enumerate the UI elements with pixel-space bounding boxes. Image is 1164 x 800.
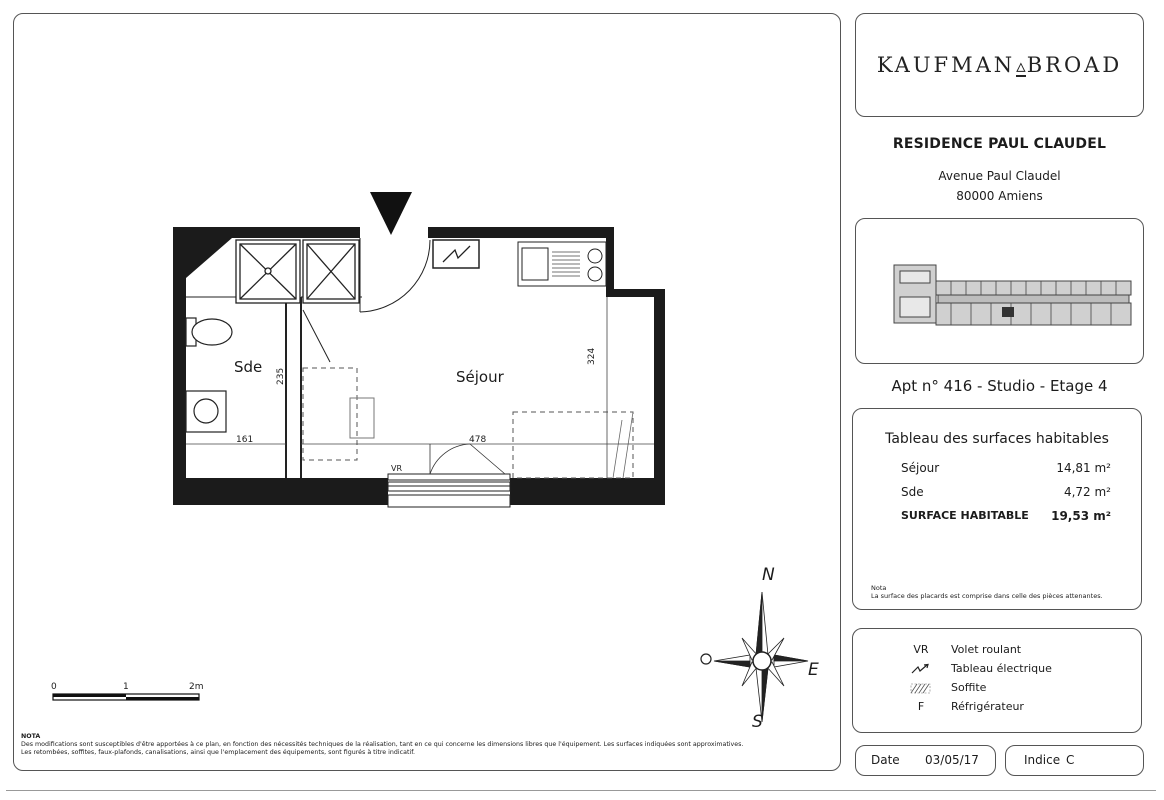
scale-label: 1 <box>123 682 129 692</box>
date-box <box>855 745 996 776</box>
legend-item-vr <box>853 643 1141 661</box>
room-label-sejour: Séjour <box>456 368 504 386</box>
kitchenette-icon <box>518 242 606 286</box>
surface-row-total <box>901 509 1111 522</box>
key-plan-corridor-south <box>936 303 1131 325</box>
washbasin-icon <box>186 391 226 432</box>
compass-south: S <box>752 712 763 732</box>
surface-label: Sde <box>901 485 924 499</box>
key-plan-panel <box>855 218 1144 364</box>
scale-bar <box>53 694 199 700</box>
logo-panel <box>855 13 1144 117</box>
scale-label: 2m <box>189 682 204 692</box>
delta-logo-icon: ▵ <box>1016 55 1026 77</box>
compass-north: N <box>762 565 775 585</box>
toilet-icon <box>186 318 232 346</box>
address-street: Avenue Paul Claudel <box>938 169 1061 183</box>
compass-rose-icon <box>701 592 808 722</box>
brand-left: KAUFMAN <box>876 53 1016 77</box>
surface-row-sejour <box>901 461 1111 475</box>
scale-label: 0 <box>51 682 57 692</box>
surfaces-note-title: Nota <box>871 584 887 592</box>
dimension-label: 324 <box>587 347 597 365</box>
plan-nota <box>21 733 836 757</box>
nota-line2: Les retombées, soffites, faux-plafonds, canalisations, ainsi que l'emplacement des équipements, sont figurés à titre indicatif. <box>21 749 415 756</box>
key-plan-map <box>856 219 1145 365</box>
date-value: 03/05/17 <box>925 753 979 767</box>
surfaces-table-title: Tableau des surfaces habitables <box>885 431 1109 447</box>
dimension-label: 235 <box>276 367 286 385</box>
legend-item-electrical <box>853 662 1141 680</box>
soffit-hatch-icon <box>891 681 951 698</box>
legend-desc: Réfrigérateur <box>951 700 1024 713</box>
window-roller-shutter <box>388 444 510 507</box>
indice-label: Indice <box>1024 753 1061 767</box>
window-vr-label: VR <box>391 464 403 473</box>
nota-title: NOTA <box>21 733 41 740</box>
surface-label: Séjour <box>901 461 940 475</box>
apartment-location-marker <box>1002 307 1014 317</box>
brand-logo <box>877 53 1122 77</box>
surfaces-note-text: La surface des placards est comprise dans celle des pièces attenantes. <box>871 591 1103 600</box>
electrical-panel-icon <box>891 662 951 679</box>
key-plan-corridor-north <box>936 281 1131 295</box>
surface-total-value: 19,53 m² <box>1051 509 1111 523</box>
room-label-sde: Sde <box>234 358 263 376</box>
residence-name: RESIDENCE PAUL CLAUDEL <box>892 136 1107 152</box>
address-city: 80000 Amiens <box>956 189 1043 203</box>
apartment-title: Apt n° 416 - Studio - Etage 4 <box>891 377 1108 395</box>
legend-panel <box>852 628 1142 733</box>
page-border-line <box>6 790 1156 791</box>
surfaces-table <box>852 408 1142 610</box>
dimension-label: 161 <box>236 435 254 445</box>
entrance-arrow-icon <box>370 192 412 235</box>
legend-key: F <box>917 700 925 713</box>
shower-tray-icon <box>236 240 300 303</box>
surfaces-note <box>871 585 1103 600</box>
compass-west <box>694 648 695 649</box>
compass-east: E <box>808 660 819 680</box>
legend-item-fridge <box>853 700 1141 718</box>
nota-line1: Des modifications sont susceptibles d'être apportées à ce plan, en fonction des nécessités techniques de la réalisation, tant en ce qui concerne les dimensions libres que l'équipement. Les surfaces indiquées sont approximatives. <box>21 741 744 748</box>
dimension-lines <box>186 297 654 478</box>
legend-item-soffit <box>853 681 1141 699</box>
surface-total-label: SURFACE HABITABLE <box>901 509 1029 522</box>
electrical-panel-icon <box>433 240 479 268</box>
surface-row-sde <box>901 485 1111 499</box>
dimension-label: 478 <box>469 435 487 445</box>
date-label: Date <box>871 753 900 767</box>
legend-desc: Tableau électrique <box>951 662 1052 675</box>
brand-right: BROAD <box>1026 53 1123 77</box>
indice-box <box>1005 745 1144 776</box>
legend-key: VR <box>913 643 929 656</box>
closet-icon <box>303 240 359 303</box>
legend-desc: Volet roulant <box>951 643 1022 656</box>
surface-value: 14,81 m² <box>1056 461 1111 475</box>
surface-value: 4,72 m² <box>1063 485 1111 499</box>
indice-value: C <box>1066 753 1075 767</box>
legend-desc: Soffite <box>951 681 987 694</box>
